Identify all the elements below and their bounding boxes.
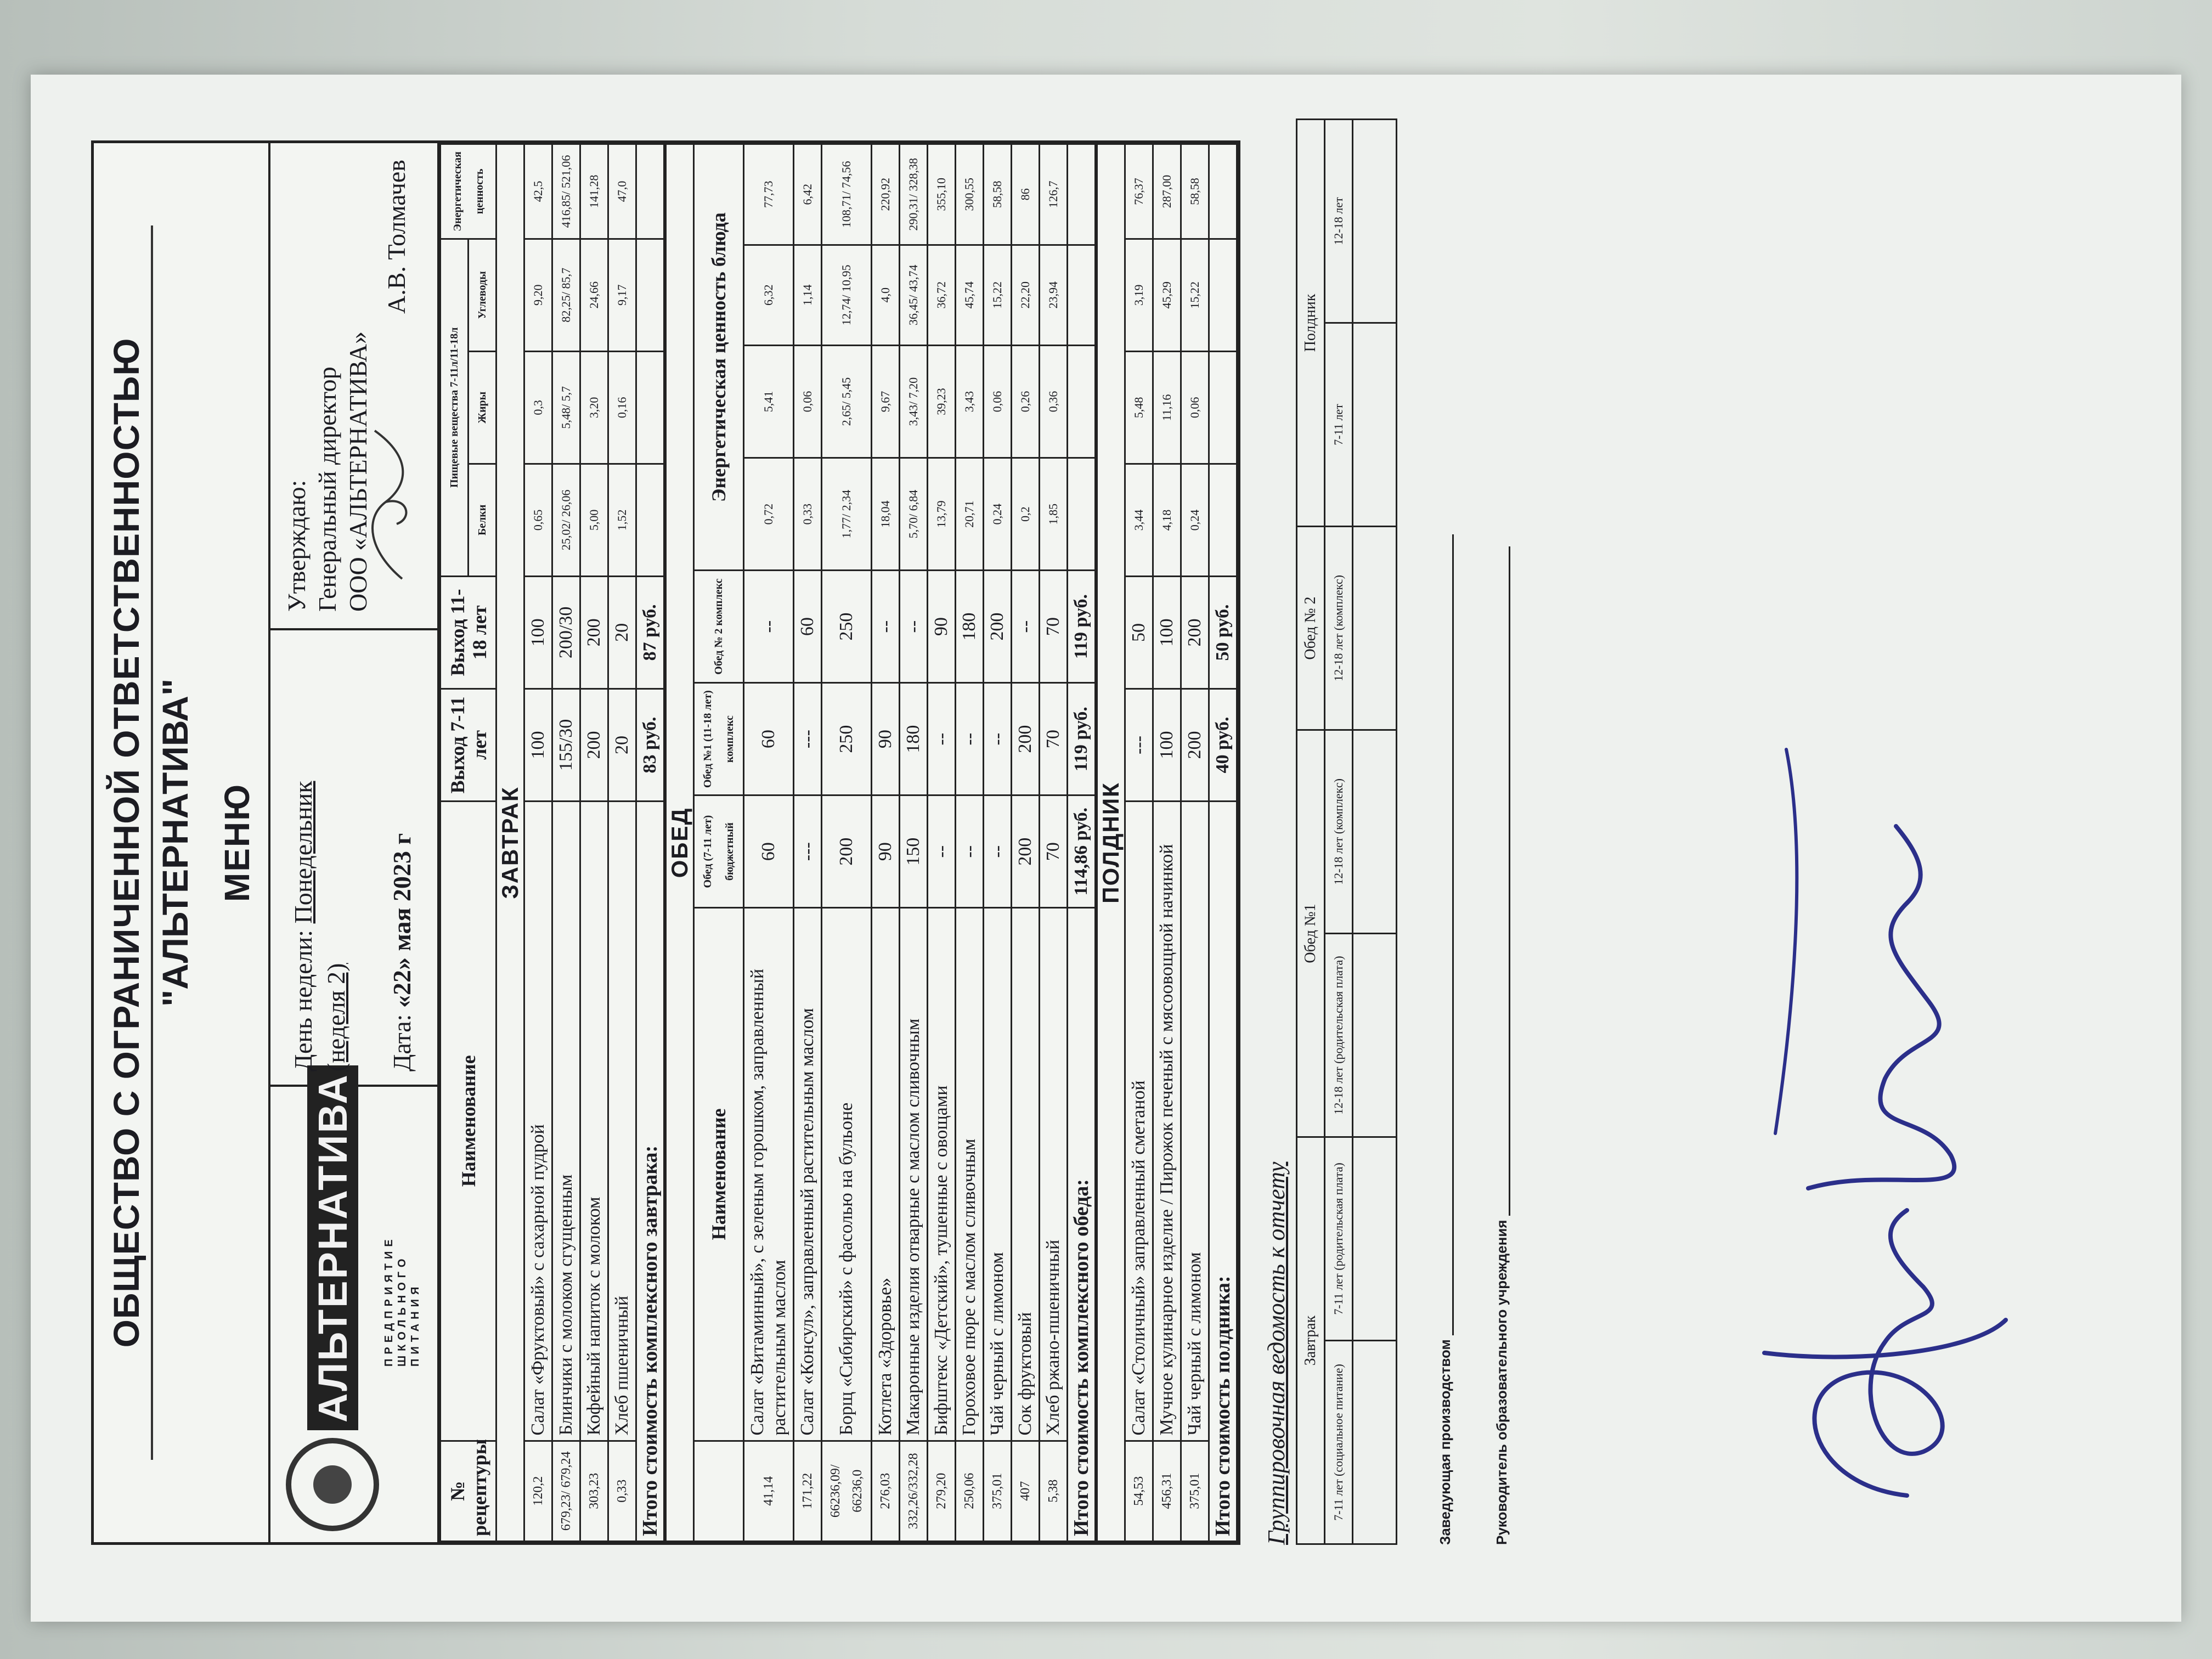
snack-table — [1096, 143, 1238, 1542]
col-carbs: Углеводы — [469, 239, 496, 351]
snack-total-row: Итого стоимость полдника: 40 руб. 50 руб. — [1209, 144, 1237, 1542]
section-snack: ПОЛДНИК — [1097, 144, 1125, 1542]
table-row: 375,01 Чай черный с лимоном -- -- 200 0,24 0,06 15,22 58,58 — [984, 144, 1012, 1542]
lunch-table — [665, 143, 1096, 1542]
table-row: 279,20 Бифштекс «Детский», тушенные с овощами -- -- 90 13,79 39,23 36,72 355,10 — [928, 144, 956, 1542]
approve-label: Утверждаю: — [283, 479, 311, 612]
week-value: (неделя 2) — [322, 963, 350, 1071]
table-row: 66236,09/ 66236,0 Борщ «Сибирский» с фасолью на бульоне 200 250 250 1,77/ 2,34 2,65/ 5,45 12,74/ 10,95 108,71/ 74,56 — [822, 144, 872, 1542]
lunch-col-complex-2: Обед № 2 комплекс — [694, 571, 744, 683]
table-row: 332,26/332,28 Макаронные изделия отварные с маслом сливочным 150 180 -- 5,70/ 6,84 3,43/ 7,20 36,45/ 43,74 290,31/ 328,38 — [900, 144, 928, 1542]
header-frame — [91, 140, 1240, 1545]
organization-title: ОБЩЕСТВО С ОГРАНИЧЕННОЙ ОТВЕТСТВЕННОСТЬЮ — [106, 337, 146, 1348]
handwritten-signature-icon — [1742, 695, 2028, 1517]
table-row: 41,14 Салат «Витаминный», с зеленым горошком, заправленный растительным маслом 60 60 -- 0,72 5,41 6,32 77,73 — [744, 144, 794, 1542]
signatures-block — [1436, 140, 1510, 1545]
section-lunch: ОБЕД — [666, 144, 694, 1542]
table-row: 171,22 Салат «Консул», заправленный растительным маслом --- --- 60 0,33 0,06 1,14 6,42 — [794, 144, 822, 1542]
director-signature-icon — [358, 420, 419, 584]
col-energy: Энергетическая ценность — [441, 144, 496, 239]
col-output-7-11: Выход 7-11 лет — [441, 689, 496, 801]
report-title: Группировочная ведомость к отчету — [1263, 1161, 1290, 1545]
col-proteins: Белки — [469, 464, 496, 576]
menu-title: МЕНЮ — [217, 783, 257, 902]
logo-emblem-icon — [286, 1438, 379, 1531]
approve-organization: ООО «АЛЬТЕРНАТИВА» — [344, 331, 372, 612]
school-head-label: Руководитель образовательного учреждения — [1493, 1220, 1510, 1545]
col-name: Наименование — [441, 801, 496, 1441]
table-row: 54,53 Салат «Столичный» заправленный сметаной --- 50 3,44 5,48 3,19 76,37 — [1125, 144, 1153, 1542]
table-row: 120,2 Салат «Фруктовый» с сахарной пудрой 100 100 0,65 0,3 9,20 42,5 — [524, 144, 552, 1542]
col-nutrients: Пищевые вещества 7-11л/11-18л — [441, 239, 469, 576]
production-head-label: Заведующая производством — [1437, 1339, 1453, 1545]
company-logo — [286, 1065, 379, 1531]
approve-position: Генеральный директор — [313, 366, 341, 612]
table-row: 679,23/ 679,24 Блинчики с молоком сгущенным 155/30 200/30 25,02/ 26,06 5,48/ 5,7 82,25/ 85,7 416,85/ 521,06 — [552, 144, 580, 1542]
header-info-block — [268, 143, 439, 1542]
section-breakfast: ЗАВТРАК — [496, 144, 524, 1542]
table-row: 0,33 Хлеб пшеничный 20 20 1,52 0,16 9,17 47,0 — [608, 144, 636, 1542]
approver-name: А.В. Толмачев — [382, 160, 410, 314]
breakfast-total-row: Итого стоимость комплексного завтрака: 83 руб. 87 руб. — [636, 144, 664, 1542]
logo-subtitle: ПРЕДПРИЯТИЕ ШКОЛЬНОГО ПИТАНИЯ — [383, 1235, 421, 1367]
col-fats: Жиры — [469, 351, 496, 464]
table-row: 276,03 Котлета «Здоровье» 90 90 -- 18,04 9,67 4,0 220,92 — [872, 144, 900, 1542]
table-row: 250,06 Гороховое пюре с маслом сливочным -- -- 180 20,71 3,43 45,74 300,55 — [956, 144, 984, 1542]
report-table: Завтрак Обед №1 Обед № 2 Полдник 7-11 лет (социальное питание) 7-11 лет (родительская плата) 12-18 лет (родительская плата) 12-18 лет (комплекс) 12-18 лет (комплекс) 7-11 лет 12-18 лет — [1296, 119, 1397, 1545]
date-value: «22» мая 2023 г — [388, 833, 416, 1008]
day-date-cell — [270, 628, 437, 1085]
table-row: 407 Сок фруктовый 200 200 -- 0,2 0,26 22,20 86 — [1012, 144, 1040, 1542]
production-head-line — [1436, 534, 1454, 1335]
date-label: Дата: — [388, 1014, 416, 1071]
table-row: 303,23 Кофейный напиток с молоком 200 200 5,00 3,20 24,66 141,28 — [580, 144, 608, 1542]
lunch-col-energy: Энергетическая ценность блюда — [694, 144, 744, 571]
table-row: 5,38 Хлеб ржано-пшеничный 70 70 70 1,85 0,36 23,94 126,7 — [1040, 144, 1068, 1542]
logo-cell — [270, 1073, 437, 1542]
organization-name: "АЛЬТЕРНАТИВА" — [155, 678, 195, 1007]
logo-text: АЛЬТЕРНАТИВА — [307, 1065, 358, 1430]
table-row: 456,31 Мучное кулинарное изделие / Пирожок печеный с мясоовощной начинкой 100 100 4,18 11,16 45,29 287,00 — [1153, 144, 1181, 1542]
day-value: Понедельник — [289, 781, 317, 924]
col-output-11-18: Выход 11-18 лет — [441, 576, 496, 689]
day-label: День недели: — [289, 929, 317, 1071]
school-head-line — [1492, 546, 1510, 1216]
approval-cell — [270, 143, 437, 628]
table-row: 375,01 Чай черный с лимоном 200 200 0,24 0,06 15,22 58,58 — [1181, 144, 1209, 1542]
lunch-total-row: Итого стоимость комплексного обеда: 114,86 руб. 119 руб. 119 руб. — [1068, 144, 1096, 1542]
lunch-col-budget: Обед (7-11 лет) бюджетный — [694, 795, 744, 908]
document-content — [91, 140, 1510, 1545]
lunch-col-complex-1: Обед №1 (11-18 лет) комплекс — [694, 683, 744, 795]
col-recipe: № рецептуры — [441, 1441, 496, 1541]
menu-document-page — [31, 75, 2181, 1622]
breakfast-table — [439, 143, 665, 1542]
lunch-col-name: Наименование — [694, 908, 744, 1441]
